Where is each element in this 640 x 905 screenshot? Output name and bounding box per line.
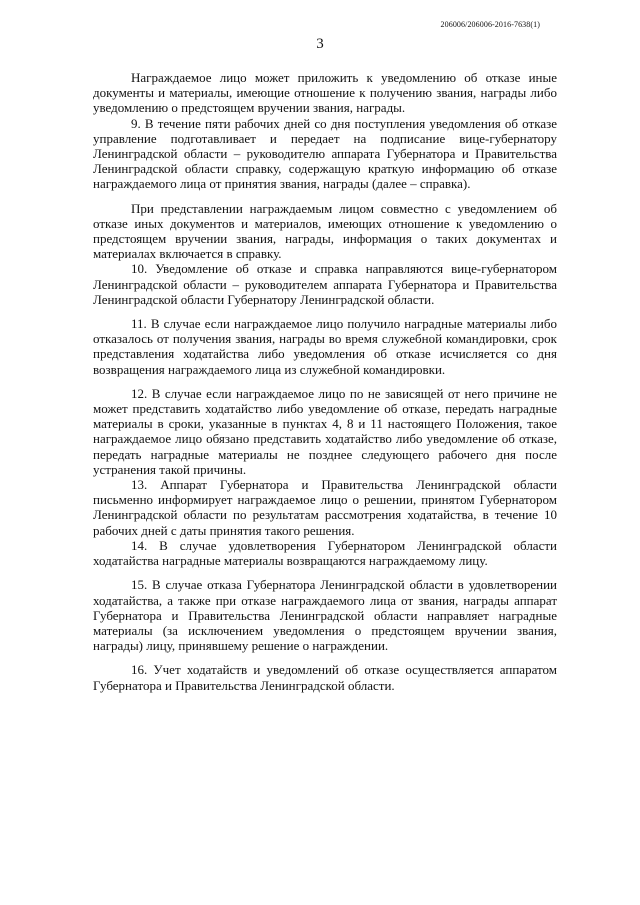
paragraph-15: 15. В случае отказа Губернатора Ленинградской области в удовлетворении ходатайства, а также при отказе награждаемого лица от звания, награды аппарат Губернатора и Правительства Ленинградской области направляет наградные материалы (за исключением уведомления о предстоящем вручении звания, награды) лицу, принявшему решение о награждении. xyxy=(93,577,557,654)
paragraph-attachments: Награждаемое лицо может приложить к уведомлению об отказе иные документы и материалы, имеющие отношение к получению звания, награды либо уведомлению о предстоящем вручении звания, награды. xyxy=(93,70,557,116)
paragraph-11: 11. В случае если награждаемое лицо получило наградные материалы либо отказалось от получения звания, награды во время служебной командировки, срок представления ходатайства либо уведомления об отказе исчисляется со дня возвращения награждаемого лица из служебной командировки. xyxy=(93,316,557,377)
paragraph-9: 9. В течение пяти рабочих дней со дня поступления уведомления об отказе управление подготавливает и передает на подписание вице-губернатору Ленинградской области – руководителю аппарата Губернатора и Правительства Ленинградской области справку, содержащую краткую информацию об отказе награждаемого лица от принятия звания, награды (далее – справка). xyxy=(93,115,557,192)
paragraph-14: 14. В случае удовлетворения Губернатором Ленинградской области ходатайства наградные материалы возвращаются награждаемому лицу. xyxy=(93,537,557,569)
paragraph-13: 13. Аппарат Губернатора и Правительства Ленинградской области письменно информирует награждаемое лицо о решении, принятом Губернатором Ленинградской области по результатам рассмотрения ходатайства, в течение 10 рабочих дней с даты принятия такого решения. xyxy=(93,477,557,538)
document-id: 206006/206006-2016-7638(1) xyxy=(440,20,540,29)
paragraph-9-note: При представлении награждаемым лицом совместно с уведомлением об отказе иных документов и материалов, имеющих отношение к уведомлению о предстоящем вручении звания, награды, информация о таких документах и материалах включается в справку. xyxy=(93,200,557,262)
paragraph-10: 10. Уведомление об отказе и справка направляются вице-губернатором Ленинградской области – руководителем аппарата Губернатора и Правительства Ленинградской области Губернатору Ленинградской области. xyxy=(93,261,557,307)
document-body xyxy=(93,70,557,693)
paragraph-12: 12. В случае если награждаемое лицо по не зависящей от него причине не может представить ходатайство либо уведомление об отказе, передать наградные материалы в сроки, указанные в пунктах 4, 8 и 11 настоящего Положения, такое награждаемое лицо обязано представить ходатайство либо уведомление об отказе, передать наградные материалы не позднее следующего рабочего дня после устранения такой причины. xyxy=(93,385,557,477)
page-number: 3 xyxy=(316,36,324,52)
paragraph-16: 16. Учет ходатайств и уведомлений об отказе осуществляется аппаратом Губернатора и Правительства Ленинградской области. xyxy=(93,662,557,693)
